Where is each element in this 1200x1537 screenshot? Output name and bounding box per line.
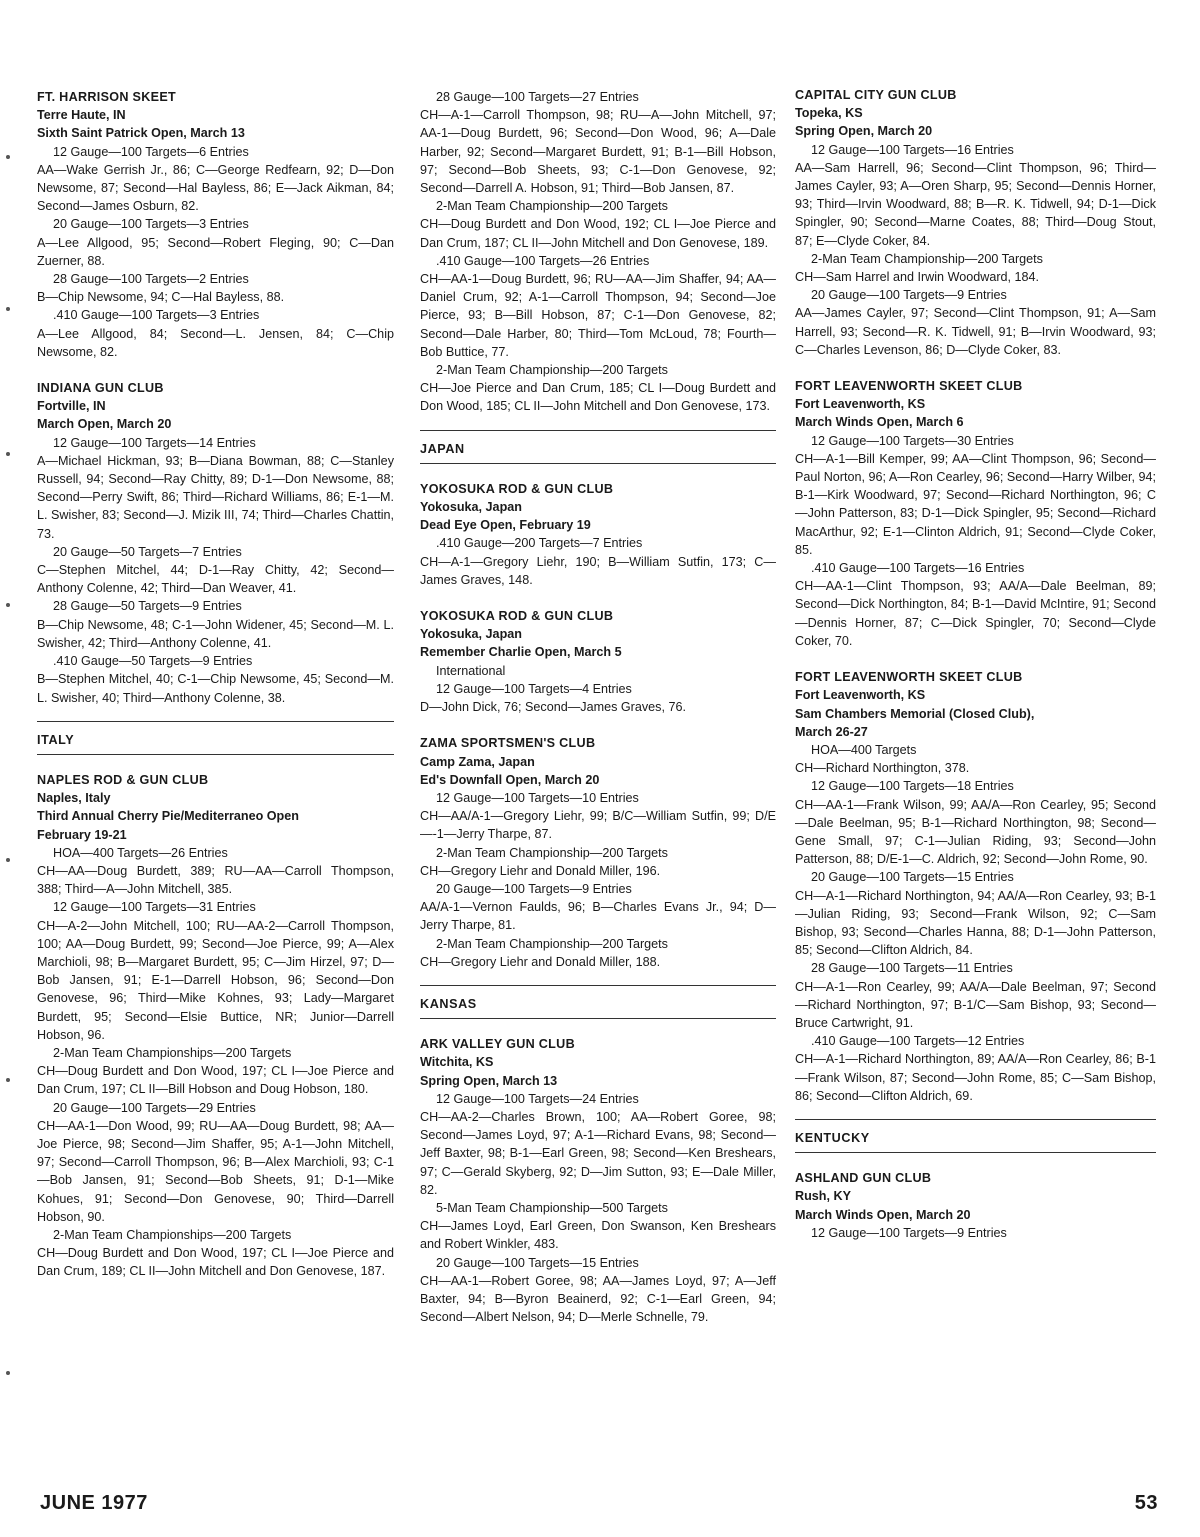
event-detail: Yokosuka, Japan <box>420 627 522 642</box>
event-detail: February 19-21 <box>37 827 127 842</box>
results-text: B—Chip Newsome, 48; C-1—John Widener, 45; Second—M. L. Swisher, 42; Third—Anthony Colenne, 41. <box>37 617 394 650</box>
results-text: B—Chip Newsome, 94; C—Hal Bayless, 88. <box>37 290 285 305</box>
club-name: INDIANA GUN CLUB <box>37 381 164 396</box>
event-subhead: 20 Gauge—100 Targets—3 Entries <box>53 217 249 232</box>
club-name: FORT LEAVENWORTH SKEET CLUB <box>795 670 1023 685</box>
event-subhead: 12 Gauge—100 Targets—9 Entries <box>811 1225 1007 1240</box>
event-subhead: 20 Gauge—100 Targets—9 Entries <box>436 881 632 896</box>
results-text: CH—A-1—Richard Northington, 94; AA/A—Ron Cearley, 93; B-1—Julian Riding, 93; Second—Frank Wilson, 92; C—Sam Bishop, 93; Second—Charles Hanna, 88; D-1—John Patterson, 85; Second—Clifton Aldrich, 84. <box>795 888 1156 958</box>
club-name: ASHLAND GUN CLUB <box>795 1171 932 1186</box>
event-subhead: 12 Gauge—100 Targets—18 Entries <box>811 779 1014 794</box>
results-text: CH—Sam Harrel and Irwin Woodward, 184. <box>795 270 1040 285</box>
issue-date: JUNE 1977 <box>40 1492 148 1514</box>
event-subhead: 2-Man Team Championships—200 Targets <box>53 1227 292 1242</box>
scan-edge-mark <box>6 452 10 456</box>
results-text: A—Lee Allgood, 84; Second—L. Jensen, 84; C—Chip Newsome, 82. <box>37 326 394 359</box>
event-subhead: 20 Gauge—100 Targets—15 Entries <box>811 870 1014 885</box>
results-text: AA—Wake Gerrish Jr., 86; C—George Redfearn, 92; D—Don Newsome, 87; Second—Hal Bayless, 86; E—Jack Aikman, 84; Second—James Osburn, 82. <box>37 162 394 214</box>
event-detail: Fortville, IN <box>37 399 106 414</box>
event-subhead: .410 Gauge—100 Targets—12 Entries <box>811 1034 1025 1049</box>
spacer <box>795 359 1156 377</box>
event-detail: Ed's Downfall Open, March 20 <box>420 772 600 787</box>
column-2 <box>420 88 776 1326</box>
club-name: ZAMA SPORTSMEN'S CLUB <box>420 736 596 751</box>
results-text: AA/A-1—Vernon Faulds, 96; B—Charles Evans Jr., 94; D—Jerry Tharpe, 81. <box>420 900 776 933</box>
section-header: JAPAN <box>420 430 776 464</box>
results-text: CH—Doug Burdett and Don Wood, 192; CL I—Joe Pierce and Dan Crum, 187; CL II—John Mitchell and Don Genovese, 189. <box>420 217 776 250</box>
club-name: YOKOSUKA ROD & GUN CLUB <box>420 481 614 496</box>
results-text: CH—A-1—Bill Kemper, 99; AA—Clint Thompson, 96; Second—Paul Norton, 96; A—Ron Cearley, 96; Second—Harry Wilber, 94; B-1—Kirk Woodward, 97; Second—Richard Northington, 96; C—John Patterson, 83; D-1—Dick Spingler, 95; Second—Richard MacArthur, 92; E-1—Clinton Aldrich, 91; Second—Clyde Coker, 85. <box>795 451 1156 557</box>
column-3 <box>795 86 1156 1242</box>
event-detail: Remember Charlie Open, March 5 <box>420 645 622 660</box>
event-detail: Fort Leavenworth, KS <box>795 688 926 703</box>
event-subhead: 20 Gauge—100 Targets—15 Entries <box>436 1255 639 1270</box>
results-text: CH—James Loyd, Earl Green, Don Swanson, Ken Breshears and Robert Winkler, 483. <box>420 1219 776 1252</box>
event-detail: Yokosuka, Japan <box>420 500 522 515</box>
event-detail: Spring Open, March 13 <box>420 1073 558 1088</box>
spacer <box>420 716 776 734</box>
event-subhead: HOA—400 Targets—26 Entries <box>53 845 228 860</box>
event-subhead: 12 Gauge—100 Targets—14 Entries <box>53 435 256 450</box>
scan-edge-mark <box>6 1078 10 1082</box>
results-text: AA—James Cayler, 97; Second—Clint Thompson, 91; A—Sam Harrell, 93; Second—R. K. Tidwell, 91; B—Irvin Woodward, 93; C—Charles Levenson, 86; D—Clyde Coker, 83. <box>795 306 1156 357</box>
scan-edge-mark <box>6 858 10 862</box>
event-detail: Fort Leavenworth, KS <box>795 397 926 412</box>
event-subhead: 2-Man Team Championship—200 Targets <box>436 363 668 378</box>
section-header: KANSAS <box>420 985 776 1019</box>
event-subhead: 2-Man Team Championship—200 Targets <box>811 251 1043 266</box>
event-detail: Spring Open, March 20 <box>795 124 933 139</box>
results-text: CH—Doug Burdett and Don Wood, 197; CL I—Joe Pierce and Dan Crum, 197; CL II—Bill Hobson and Doug Hobson, 180. <box>37 1064 394 1097</box>
event-subhead: 2-Man Team Championship—200 Targets <box>436 936 668 951</box>
event-subhead: 2-Man Team Championships—200 Targets <box>53 1045 292 1060</box>
event-subhead: .410 Gauge—50 Targets—9 Entries <box>53 654 253 669</box>
event-detail: March Open, March 20 <box>37 417 172 432</box>
column-1 <box>37 88 394 1281</box>
event-detail: Witchita, KS <box>420 1055 494 1070</box>
results-text: CH—A-2—John Mitchell, 100; RU—AA-2—Carroll Thompson, 100; AA—Doug Burdett, 99; Second—Joe Pierce, 99; A—Alex Marchioli, 98; B—Margaret Burdett, 95; C—Jim Hirzel, 97; D—Bob Jansen, 91; E-1—Darrell Hobson, 96; Second—Don Genovese, 96; Third—Mike Kohnes, 93; Lady—Margaret Burdett, 95; Second—Elsie Buttice, NR; Junior—Darrell Hobson, 96. <box>37 918 394 1042</box>
event-subhead: HOA—400 Targets <box>811 742 917 757</box>
scan-edge-mark <box>6 307 10 311</box>
spacer <box>795 650 1156 668</box>
event-subhead: 2-Man Team Championship—200 Targets <box>436 845 668 860</box>
event-subhead: 20 Gauge—100 Targets—29 Entries <box>53 1100 256 1115</box>
results-text: CH—Gregory Liehr and Donald Miller, 196. <box>420 863 661 878</box>
results-text: CH—A-1—Richard Northington, 89; AA/A—Ron Cearley, 86; B-1—Frank Wilson, 87; Second—John Rome, 85; C—Sam Bishop, 86; Second—Clifton Aldrich, 69. <box>795 1052 1156 1103</box>
results-text: CH—AA—Doug Burdett, 389; RU—AA—Carroll Thompson, 388; Third—A—John Mitchell, 385. <box>37 863 394 897</box>
results-text: A—Lee Allgood, 95; Second—Robert Fleging, 90; C—Dan Zuerner, 88. <box>37 235 394 268</box>
event-detail: Naples, Italy <box>37 791 111 806</box>
club-name: FORT LEAVENWORTH SKEET CLUB <box>795 379 1023 394</box>
event-subhead: 5-Man Team Championship—500 Targets <box>436 1200 668 1215</box>
event-subhead: 12 Gauge—100 Targets—30 Entries <box>811 433 1014 448</box>
event-detail: March 26-27 <box>795 724 868 739</box>
event-subhead: 2-Man Team Championship—200 Targets <box>436 199 668 214</box>
results-text: CH—Doug Burdett and Don Wood, 197; CL I—Joe Pierce and Dan Crum, 189; CL II—John Mitchell and Don Genovese, 187. <box>37 1246 394 1279</box>
results-text: D—John Dick, 76; Second—James Graves, 76. <box>420 700 686 715</box>
event-subhead: .410 Gauge—100 Targets—16 Entries <box>811 561 1025 576</box>
event-subhead: 12 Gauge—100 Targets—10 Entries <box>436 790 639 805</box>
results-text: CH—Joe Pierce and Dan Crum, 185; CL I—Doug Burdett and Don Wood, 185; CL II—John Mitchell and Don Genovese, 173. <box>420 381 776 414</box>
event-detail: Camp Zama, Japan <box>420 754 535 769</box>
event-subhead: 12 Gauge—100 Targets—16 Entries <box>811 142 1014 157</box>
event-detail: Dead Eye Open, February 19 <box>420 518 591 533</box>
scan-edge-mark <box>6 1371 10 1375</box>
results-text: CH—A-1—Ron Cearley, 99; AA/A—Dale Beelman, 97; Second—Richard Northington, 97; B-1/C—Sam Bishop, 93; Second—Bruce Cartwright, 91. <box>795 979 1156 1030</box>
club-name: ARK VALLEY GUN CLUB <box>420 1037 575 1052</box>
results-text: C—Stephen Mitchel, 44; D-1—Ray Chitty, 42; Second—Anthony Colenne, 42; Third—Dan Weaver, 41. <box>37 563 394 596</box>
event-subhead: .410 Gauge—100 Targets—26 Entries <box>436 253 650 268</box>
event-detail: Rush, KY <box>795 1189 851 1204</box>
club-name: CAPITAL CITY GUN CLUB <box>795 88 957 102</box>
club-name: FT. HARRISON SKEET <box>37 90 177 104</box>
page-number: 53 <box>1134 1492 1158 1514</box>
event-subhead: 20 Gauge—50 Targets—7 Entries <box>53 544 242 559</box>
results-text: CH—Richard Northington, 378. <box>795 761 970 776</box>
results-text: CH—AA/A-1—Gregory Liehr, 99; B/C—William Sutfin, 99; D/E—-1—Jerry Tharpe, 87. <box>420 809 776 842</box>
results-text: CH—A-1—Gregory Liehr, 190; B—William Sutfin, 173; C—James Graves, 148. <box>420 554 776 587</box>
event-subhead: 28 Gauge—100 Targets—2 Entries <box>53 272 249 287</box>
event-detail: Terre Haute, IN <box>37 108 126 123</box>
results-text: A—Michael Hickman, 93; B—Diana Bowman, 88; C—Stanley Russell, 94; Second—Ray Chitty, 89; D-1—Don Newsome, 88; Second—Perry Swift, 86; Third—Richard Williams, 86; E-1—M. L. Swisher, 83; Second—J. Mizik III, 74; Third—Charles Chattin, 73. <box>37 453 394 541</box>
event-subhead: 12 Gauge—100 Targets—4 Entries <box>436 681 632 696</box>
event-subhead: 20 Gauge—100 Targets—9 Entries <box>811 288 1007 303</box>
scan-edge-mark <box>6 155 10 159</box>
event-subhead: 12 Gauge—100 Targets—6 Entries <box>53 144 249 159</box>
results-text: CH—AA-2—Charles Brown, 100; AA—Robert Goree, 98; Second—James Loyd, 97; A-1—Richard Evans, 98; Second—Jeff Baxter, 98; B-1—Earl Green, 98; Second—Ken Breshears, 97; C—Gerald Skyberg, 92; D—Jim Sutton, 93; E—Dale Miller, 82. <box>420 1109 776 1197</box>
results-text: CH—AA-1—Frank Wilson, 99; AA/A—Ron Cearley, 95; Second—Dale Beelman, 95; B-1—Richard Northington, 98; Second—Gene Small, 97; C-1—Julian Riding, 93; Second—John Patterson, 88; D/E-1—C. Aldrich, 92; Second—John Rome, 90. <box>795 797 1156 867</box>
spacer <box>37 361 394 379</box>
results-text: CH—Gregory Liehr and Donald Miller, 188. <box>420 954 661 969</box>
event-detail: Third Annual Cherry Pie/Mediterraneo Open <box>37 809 299 824</box>
section-header: KENTUCKY <box>795 1119 1156 1153</box>
event-detail: March Winds Open, March 20 <box>795 1207 971 1222</box>
results-text: CH—A-1—Carroll Thompson, 98; RU—A—John Mitchell, 97; AA-1—Doug Burdett, 96; Second—Don Wood, 96; A—Dale Harber, 92; Second—Margaret Burdett, 91; B-1—Bill Hobson, 97; Second—Bob Sheets, 93; C-1—Don Genovese, 92; Second—Darrell A. Hobson, 91; Third—Bob Jansen, 87. <box>420 108 776 196</box>
event-subhead: 12 Gauge—100 Targets—31 Entries <box>53 900 256 915</box>
results-text: B—Stephen Mitchel, 40; C-1—Chip Newsome, 45; Second—M. L. Swisher, 40; Third—Anthony Colenne, 38. <box>37 672 394 705</box>
event-detail: Sixth Saint Patrick Open, March 13 <box>37 126 245 141</box>
spacer <box>420 589 776 607</box>
event-subhead: 28 Gauge—100 Targets—11 Entries <box>811 961 1013 976</box>
event-detail: Topeka, KS <box>795 106 863 121</box>
event-subhead: 28 Gauge—100 Targets—27 Entries <box>436 90 639 104</box>
event-subhead: .410 Gauge—100 Targets—3 Entries <box>53 308 260 323</box>
results-text: AA—Sam Harrell, 96; Second—Clint Thompson, 96; Third—James Cayler, 93; A—Oren Sharp, 95; Second—Dennis Horner, 93; Third—Irvin Woodward, 88; B—R. K. Tidwell, 94; D-1—Dick Spingler, 90; Second—Marne Coates, 88; Third—Doug Stout, 87; E—Clyde Coker, 84. <box>795 160 1156 248</box>
event-subhead: 12 Gauge—100 Targets—24 Entries <box>436 1091 639 1106</box>
event-detail: March Winds Open, March 6 <box>795 415 964 430</box>
results-text: CH—AA-1—Robert Goree, 98; AA—James Loyd, 97; A—Jeff Baxter, 94; B—Byron Beainerd, 92; C-1—Earl Green, 94; Second—Albert Nelson, 94; D—Merle Schnelle, 79. <box>420 1273 776 1325</box>
club-name: NAPLES ROD & GUN CLUB <box>37 772 209 787</box>
event-subhead: .410 Gauge—200 Targets—7 Entries <box>436 536 643 551</box>
section-header: ITALY <box>37 721 394 755</box>
club-name: YOKOSUKA ROD & GUN CLUB <box>420 609 614 624</box>
event-subhead: International <box>436 663 506 678</box>
results-text: CH—AA-1—Doug Burdett, 96; RU—AA—Jim Shaffer, 94; AA—Daniel Crum, 92; A-1—Carroll Thompson, 94; Second—Joe Pierce, 93; B—Bill Hobson, 87; C-1—Don Genovese, 82; Second—Dale Harber, 80; Third—Tom McLoud, 78; Fourth—Bob Buttice, 77. <box>420 272 776 359</box>
event-detail: Sam Chambers Memorial (Closed Club), <box>795 706 1035 721</box>
event-subhead: 28 Gauge—50 Targets—9 Entries <box>53 599 242 614</box>
scan-edge-mark <box>6 603 10 607</box>
results-text: CH—AA-1—Clint Thompson, 93; AA/A—Dale Beelman, 89; Second—Dick Northington, 84; B-1—David McIntire, 91; Second—Dennis Horner, 87; C—Dick Spingler, 70; Second—Clyde Coker, 70. <box>795 579 1156 648</box>
results-text: CH—AA-1—Don Wood, 99; RU—AA—Doug Burdett, 98; AA—Joe Pierce, 98; Second—Jim Shaffer, 95; A-1—John Mitchell, 97; Second—Carroll Thompson, 96; B—Alex Marchioli, 93; C-1—Bob Jansen, 91; Second—Bob Sheets, 91; D-1—Mike Kohues, 91; Second—Don Genovese, 90; Third—Darrell Hobson, 90. <box>37 1118 394 1224</box>
